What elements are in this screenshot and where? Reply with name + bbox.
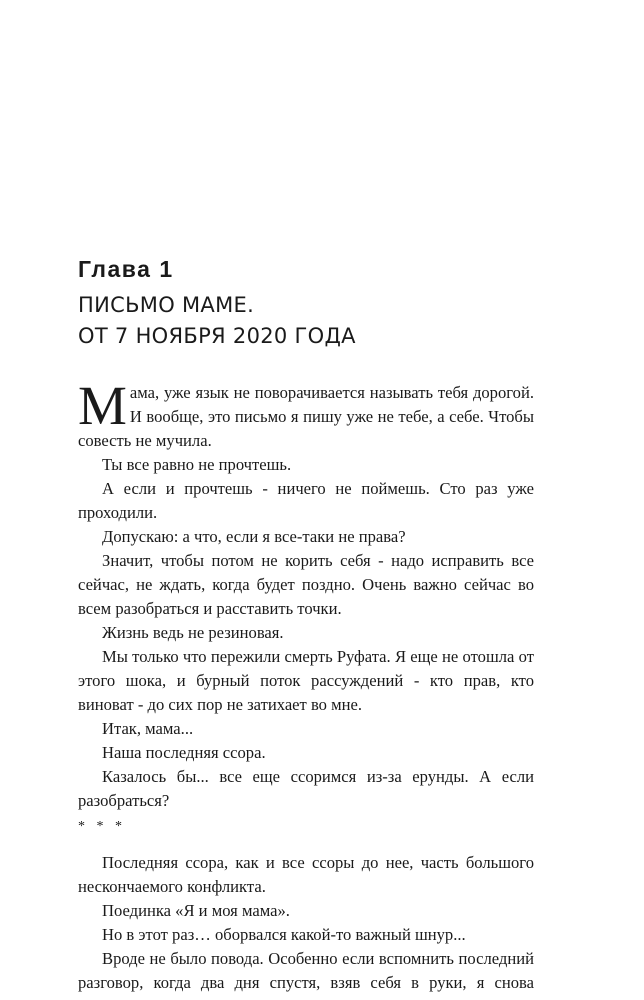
paragraph: Жизнь ведь не резиновая. <box>102 623 284 642</box>
section-separator: * * * <box>78 819 126 834</box>
chapter-title-line-1: ПИСЬМО МАМЕ. <box>78 293 255 317</box>
paragraph: Допускаю: а что, если я все-таки не права? <box>102 527 406 546</box>
paragraph: Последняя ссора, как и все ссоры до нее, часть большого нескончаемого конфликта. <box>78 853 534 896</box>
chapter-title <box>78 290 578 352</box>
chapter-title-line-2: ОТ 7 НОЯБРЯ 2020 ГОДА <box>78 324 356 348</box>
paragraph: А если и прочтешь - ничего не поймешь. Сто раз уже проходили. <box>78 479 534 522</box>
paragraph: Наша последняя ссора. <box>102 743 266 762</box>
paragraph <box>78 375 534 453</box>
paragraph: Но в этот раз… оборвался какой-то важный шнур... <box>102 925 466 944</box>
drop-cap: М <box>78 375 127 436</box>
paragraph: Поединка «Я и моя мама». <box>102 901 290 920</box>
chapter-number: Глава 1 <box>78 256 174 282</box>
paragraph: Ты все равно не прочтешь. <box>102 455 292 474</box>
paragraph: Мы только что пережили смерть Руфата. Я еще не отошла от этого шока, и бурный поток рассуждений - кто прав, кто виноват - до сих пор не затихает во мне. <box>78 647 534 714</box>
paragraph: Казалось бы... все еще ссоримся из-за ерунды. А если разобраться? <box>78 767 534 810</box>
paragraph: Вроде не было повода. Особенно если вспомнить последний разговор, когда два дня спустя, взяв себя в руки, я снова <box>78 949 534 992</box>
paragraph: Значит, чтобы потом не корить себя - надо исправить все сейчас, не ждать, когда будет поздно. Очень важно сейчас во всем разобраться и расставить точки. <box>78 551 534 618</box>
chapter-body <box>78 375 534 995</box>
paragraph: Итак, мама... <box>102 719 194 738</box>
paragraph-text: ама, уже язык не поворачивается называть тебя дорогой. И вообще, это письмо я пишу уже не тебе, а себе. Чтобы совесть не мучила. <box>78 383 534 450</box>
